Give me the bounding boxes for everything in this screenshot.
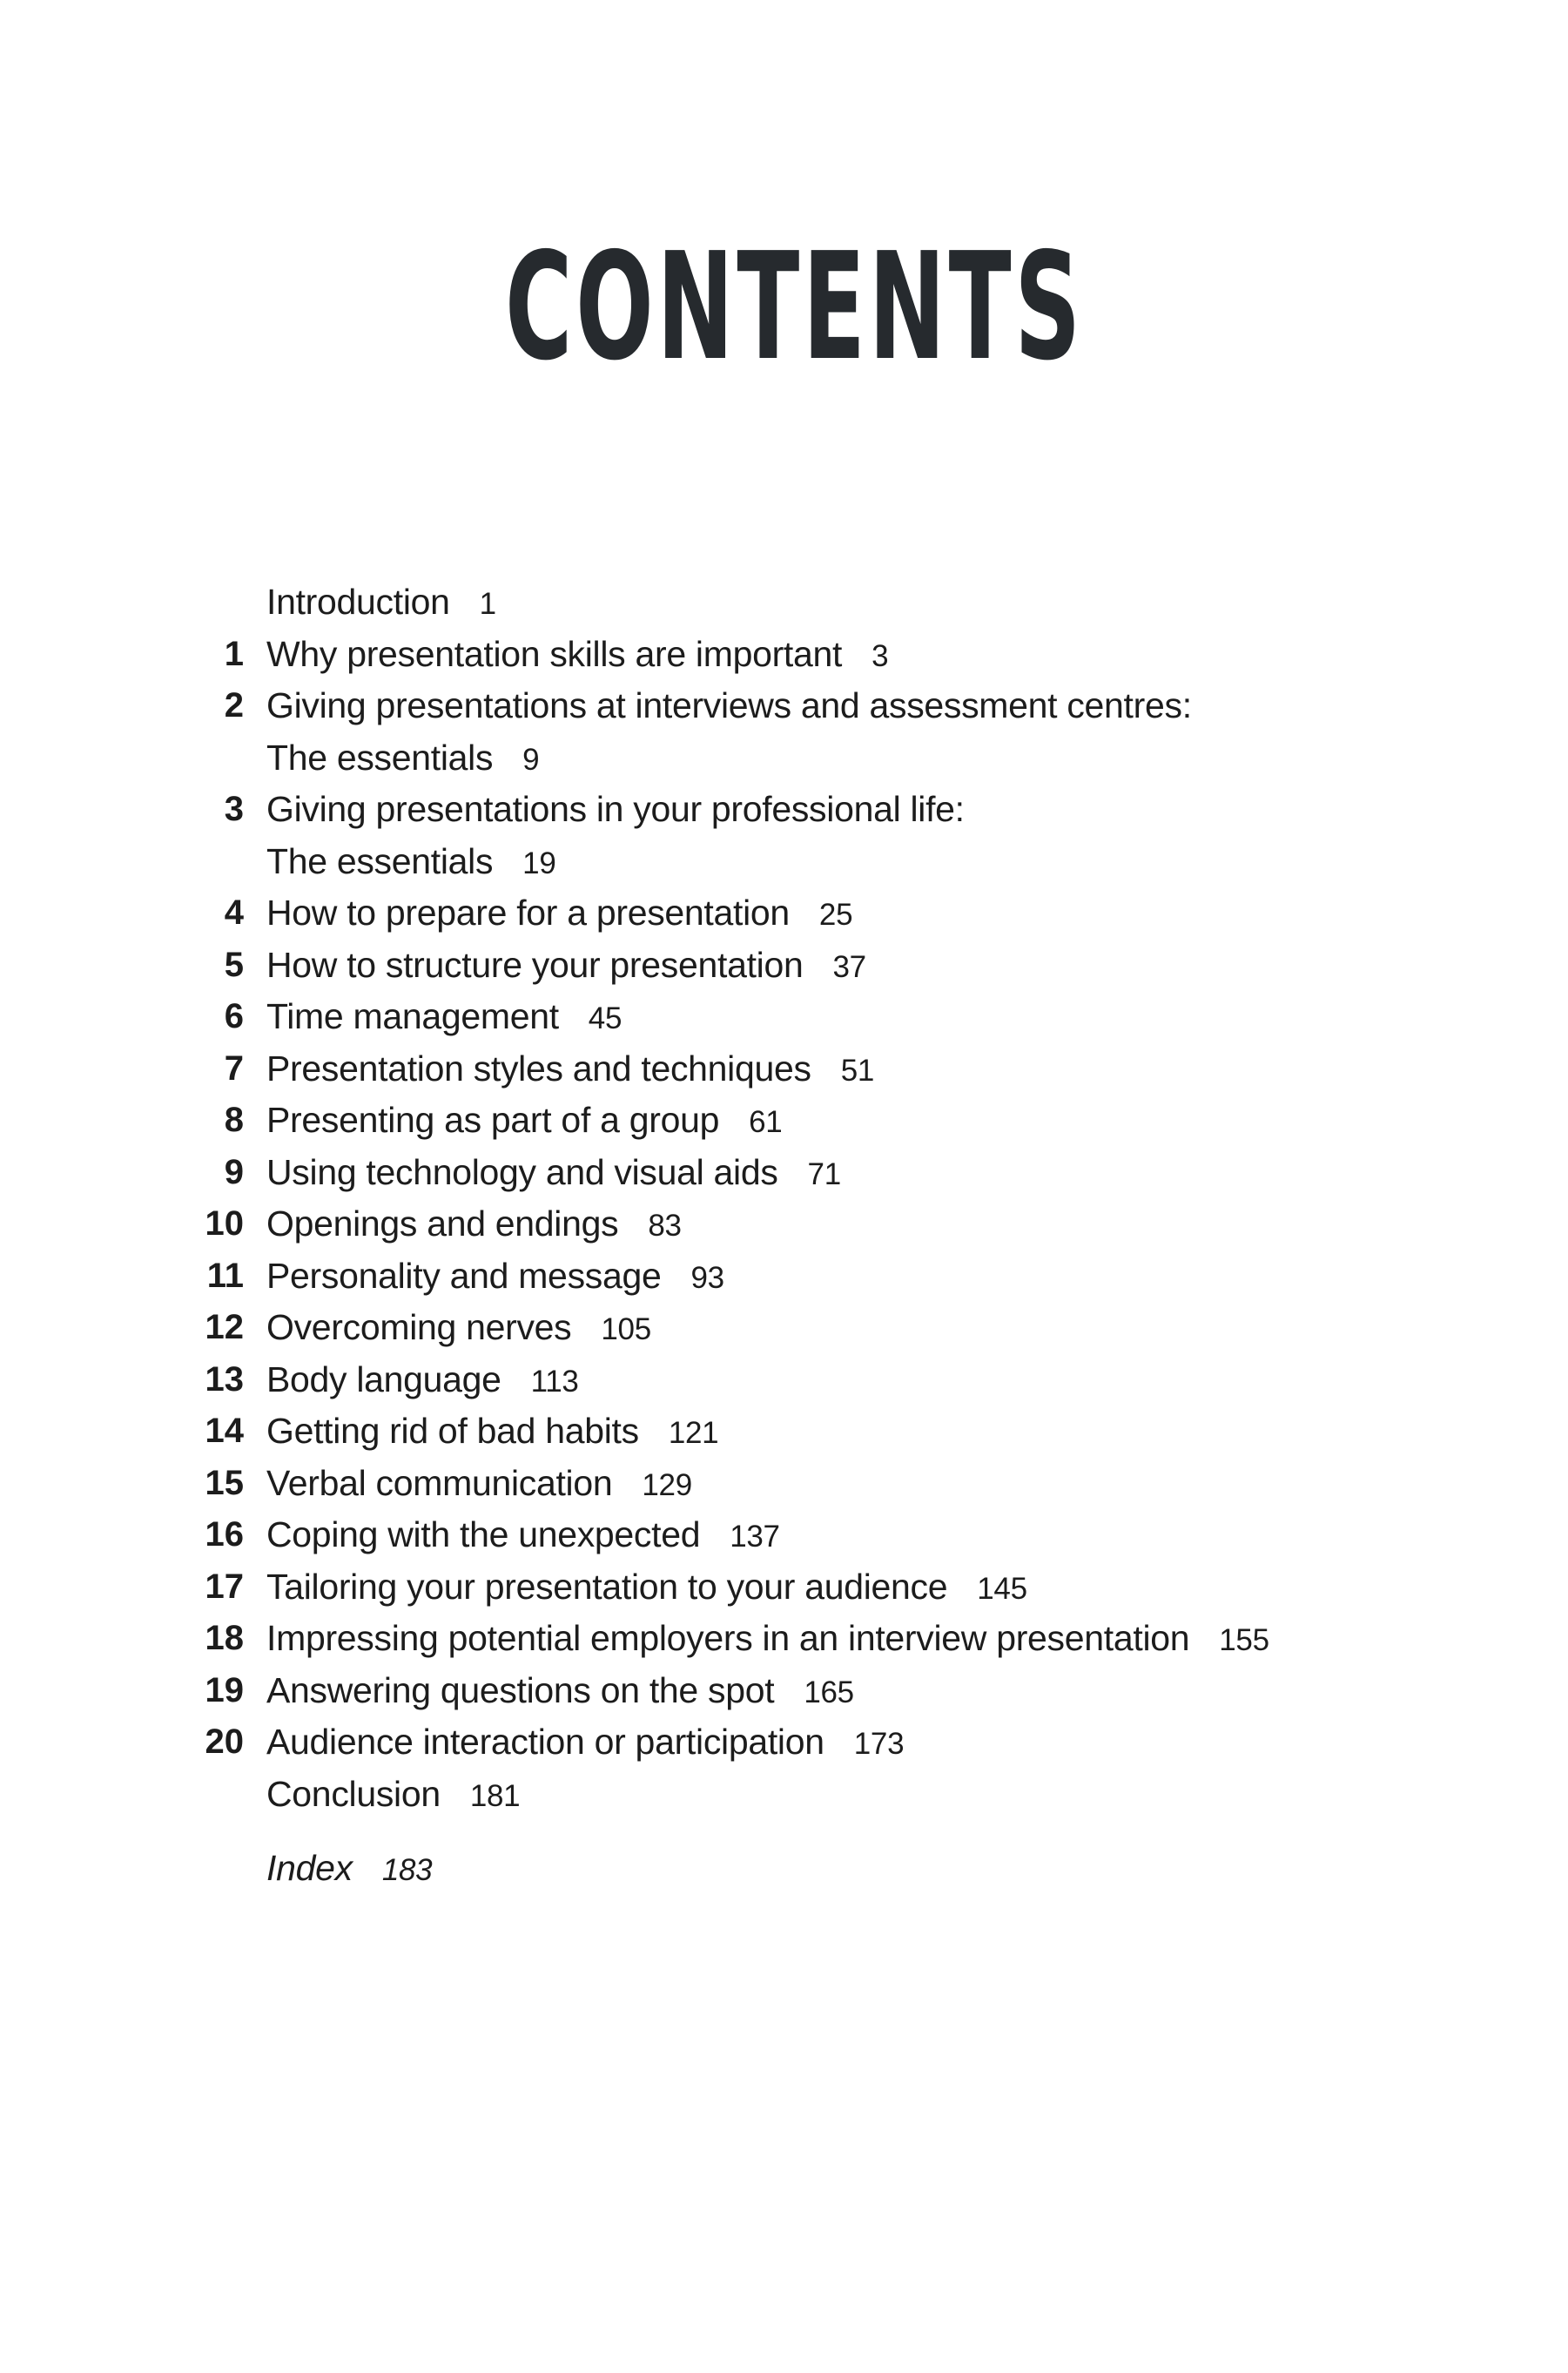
toc-entry[interactable] [0,1251,1568,1303]
toc-entry[interactable] [0,940,1568,992]
entry-title: Introduction [266,582,450,622]
chapter-number: 10 [205,1204,244,1243]
entry-title: Body language [266,1358,501,1399]
toc-entry[interactable] [0,836,1568,888]
toc-entry[interactable] [0,1716,1568,1769]
page-number: 25 [818,898,853,932]
page-number: 83 [648,1209,682,1243]
toc-entry[interactable] [0,991,1568,1043]
toc-entry[interactable] [0,732,1568,785]
page-number: 113 [530,1364,579,1399]
entry-title: Index [266,1848,353,1888]
toc-entry[interactable] [0,1613,1568,1665]
chapter-number: 12 [205,1308,244,1346]
toc-entry[interactable] [0,784,1568,836]
chapter-number: 9 [224,1152,244,1191]
page-number: 1 [479,587,496,621]
chapter-number: 7 [224,1048,244,1088]
toc-entry[interactable] [0,1147,1568,1199]
toc-entry[interactable] [0,629,1568,681]
chapter-number: 14 [205,1412,244,1450]
toc-entry[interactable] [0,1561,1568,1614]
chapter-number: 4 [224,893,244,932]
entry-title: Getting rid of bad habits [266,1411,639,1451]
page-number: 3 [871,638,889,673]
page-number: 155 [1219,1623,1269,1657]
toc-entry[interactable] [0,1043,1568,1095]
entry-title: Coping with the unexpected [266,1514,701,1554]
toc-entry[interactable] [0,1509,1568,1561]
entry-title: Conclusion [266,1773,441,1814]
page-number: 19 [522,846,556,880]
entry-title: Presentation styles and techniques [266,1048,811,1089]
chapter-number: 16 [205,1515,244,1554]
page-number: 183 [381,1853,433,1887]
entry-title: Audience interaction or participation [266,1722,824,1762]
chapter-number: 15 [205,1463,244,1502]
entry-title: Using technology and visual aids [266,1151,778,1192]
page-number: 93 [690,1260,724,1295]
page-title: CONTENTS [505,221,1084,394]
toc-entry[interactable] [0,1198,1568,1251]
toc-entry[interactable] [0,1406,1568,1458]
page-number: 71 [807,1156,841,1191]
entry-title: How to prepare for a presentation [266,893,790,933]
page-number: 105 [601,1312,651,1346]
page-number: 181 [469,1778,521,1813]
toc-entry[interactable] [0,887,1568,940]
chapter-number: 3 [224,790,244,828]
entry-title: Personality and message [266,1255,662,1296]
toc-entry[interactable] [0,576,1568,629]
entry-title: Impressing potential employers in an interview presentation [266,1618,1190,1658]
chapter-number: 6 [224,997,244,1035]
page-number: 145 [977,1571,1027,1606]
chapter-number: 20 [205,1722,244,1761]
entry-title: Giving presentations in your professional life: [266,789,965,829]
entry-title: Verbal communication [266,1462,613,1503]
toc-entry[interactable] [0,1665,1568,1717]
chapter-number: 11 [206,1256,244,1295]
toc-entry[interactable] [0,680,1568,732]
table-of-contents [0,576,1568,1895]
page-number: 9 [522,742,540,777]
page-number: 173 [853,1727,905,1761]
entry-title: Openings and endings [266,1203,619,1244]
chapter-number: 8 [224,1101,244,1139]
page-number: 165 [804,1675,854,1709]
entry-title: Tailoring your presentation to your audience [266,1566,948,1607]
page-number: 137 [730,1520,780,1554]
page-number: 121 [668,1416,719,1450]
toc-entry[interactable] [0,1769,1568,1821]
entry-title: Overcoming nerves [266,1307,572,1347]
chapter-number: 5 [224,945,244,984]
toc-entry[interactable] [0,1354,1568,1406]
chapter-number: 13 [205,1359,244,1399]
entry-title: Giving presentations at interviews and assessment centres: [266,685,1192,725]
page-number: 37 [832,949,866,984]
page-number: 45 [588,1001,622,1035]
entry-title: How to structure your presentation [266,944,804,985]
entry-title: Answering questions on the spot [266,1669,775,1710]
entry-title: Presenting as part of a group [266,1100,720,1140]
entry-title: Why presentation skills are important [266,633,843,674]
page-number: 51 [840,1053,875,1088]
chapter-number: 19 [205,1670,244,1709]
page-number: 129 [642,1467,692,1502]
chapter-number: 18 [205,1619,244,1657]
toc-entry[interactable] [0,1458,1568,1510]
page-number: 61 [749,1105,783,1139]
toc-entry[interactable] [0,1302,1568,1354]
chapter-number: 2 [224,686,244,725]
chapter-number: 17 [205,1567,244,1606]
entry-title: Time management [266,996,559,1036]
entry-title: The essentials [266,737,494,778]
entry-title: The essentials [266,840,494,881]
chapter-number: 1 [224,634,244,673]
toc-entry-index[interactable] [0,1843,1568,1895]
toc-entry[interactable] [0,1095,1568,1147]
